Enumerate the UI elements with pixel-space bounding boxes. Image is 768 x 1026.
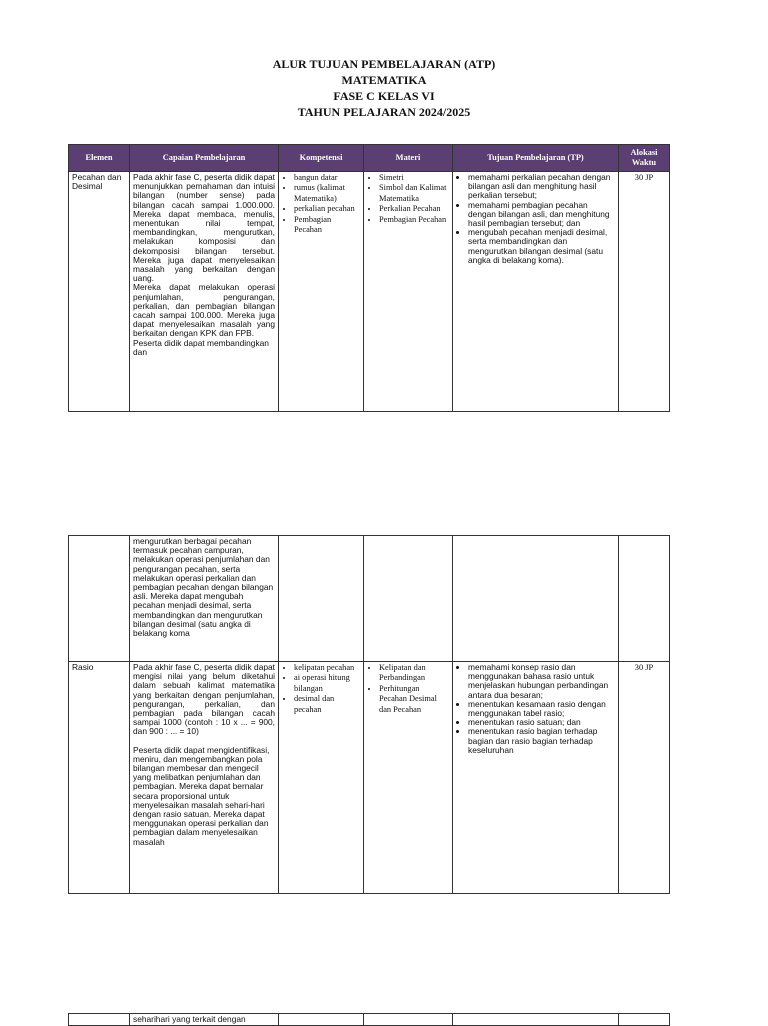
cell-tujuan-pembelajaran: [453, 536, 619, 662]
list-item: • Perhitungan Pecahan Desimal dan Pecahan: [379, 684, 449, 715]
header-alokasi-waktu: Alokasi Waktu: [619, 145, 670, 172]
list-item: • kelipatan pecahan: [294, 663, 360, 673]
list-item: • menentukan rasio bagian terhadap bagian dan rasio bagian terhadap keseluruhan: [468, 727, 615, 755]
cell-elemen: Pecahan dan Desimal: [69, 172, 130, 412]
list-item: • memahami konsep rasio dan menggunakan bahasa rasio untuk menjelaskan hubungan perbandingan antara dua besaran;: [468, 663, 615, 700]
list-item: • rumus (kalimat Matematika): [294, 183, 360, 204]
list-item: • Kelipatan dan Perbandingan: [379, 663, 449, 684]
cell-kompetensi: [279, 536, 364, 662]
list-item: • Perkalian Pecahan: [379, 204, 449, 214]
list-item: • bangun datar: [294, 173, 360, 183]
title-line-1: ALUR TUJUAN PEMBELAJARAN (ATP): [272, 57, 496, 71]
cell-materi: [364, 536, 453, 662]
document-title: [0, 56, 768, 120]
cell-kompetensi: [279, 662, 364, 894]
cell-alokasi-waktu: 30 JP: [619, 662, 670, 894]
title-line-4: TAHUN PELAJARAN 2024/2025: [297, 105, 471, 119]
cp-paragraph: Peserta didik dapat mengidentifikasi, meniru, dan mengembangkan pola bilangan membesar dan mengecil yang melibatkan penjumlahan dan pembagian. Mereka dapat bernalar secara proporsional untuk menyelesaikan masalah sehari-hari dengan rasio satuan. Mereka dapat menggunakan operasi perkalian dan pembagian dalam menyelesaikan masalah: [133, 744, 270, 847]
list-item: • mengubah pecahan menjadi desimal, serta membandingkan dan mengurutkan bilangan desimal (satu angka di belakang koma).: [468, 228, 615, 265]
cell-capaian-pembelajaran: seharihari yang terkait dengan: [130, 1014, 279, 1026]
title-line-3: FASE C KELAS VI: [333, 89, 435, 103]
cell-kompetensi: [279, 172, 364, 412]
cell-materi: [364, 662, 453, 894]
header-kompetensi: Kompetensi: [279, 145, 364, 172]
cell-elemen: Rasio: [69, 662, 130, 894]
header-elemen: Elemen: [69, 145, 130, 172]
cell-elemen: [69, 536, 130, 662]
cell-capaian-pembelajaran: [130, 662, 279, 894]
cp-paragraph: Pada akhir fase C, peserta didik dapat mengisi nilai yang belum diketahui dalam sebuah kalimat matematika yang berkaitan dengan penjumlahan, pengurangan, perkalian, dan pembagian pada bilangan cacah sampai 1000 (contoh : 10 x ... = 900, dan 900 : ... = 10): [133, 662, 275, 737]
list-item: • ai operasi hitung bilangan: [294, 673, 360, 694]
atp-table-page-2: [68, 535, 670, 894]
list-item: • Pembagian Pecahan: [379, 215, 449, 225]
list-item: • Simetri: [379, 173, 449, 183]
cell-alokasi-waktu: [619, 536, 670, 662]
list-item: • memahami perkalian pecahan dengan bilangan asli dan menghitung hasil perkalian tersebut;: [468, 173, 615, 201]
list-item: • Simbol dan Kalimat Matematika: [379, 183, 449, 204]
cell-alokasi-waktu: 30 JP: [619, 172, 670, 412]
list-item: • memahami pembagian pecahan dengan bilangan asli, dan menghitung hasil pembagian tersebut; dan: [468, 201, 615, 229]
list-item: • perkalian pecahan: [294, 204, 360, 214]
header-capaian-pembelajaran: Capaian Pembelajaran: [130, 145, 279, 172]
table-row: [69, 536, 670, 662]
header-materi: Materi: [364, 145, 453, 172]
cell-tujuan-pembelajaran: [453, 662, 619, 894]
atp-table-page-3: [68, 1013, 670, 1026]
list-item: • Pembagian Pecahan: [294, 215, 360, 236]
table-row: [69, 172, 670, 412]
title-line-2: MATEMATIKA: [341, 73, 427, 87]
cell-capaian-pembelajaran: [130, 172, 279, 412]
cell-capaian-pembelajaran: mengurutkan berbagai pecahan termasuk pecahan campuran, melakukan operasi penjumlahan dan pengurangan pecahan, serta melakukan operasi perkalian dan pembagian pecahan dengan bilangan asli. Mereka dapat mengubah pecahan menjadi desimal, serta membandingkan dan mengurutkan bilangan desimal (satu angka di belakang koma: [130, 536, 279, 662]
atp-table-page-1: [68, 144, 670, 412]
cp-paragraph: Pada akhir fase C, peserta didik dapat menunjukkan pemahaman dan intuisi bilangan (number sense) pada bilangan cacah sampai 1.000.000. Mereka dapat membaca, menulis, menentukan nilai tempat, membandingkan, mengurutkan, melakukan komposisi dan dekomposisi bilangan tersebut. Mereka juga dapat menyelesaikan masalah yang berkaitan dengan uang.: [133, 172, 275, 284]
list-item: • desimal dan pecahan: [294, 694, 360, 715]
cell-materi: [364, 172, 453, 412]
header-tujuan-pembelajaran: Tujuan Pembelajaran (TP): [453, 145, 619, 172]
list-item: • menentukan rasio satuan; dan: [468, 718, 615, 727]
table-row: [69, 662, 670, 894]
table-header-row: [69, 145, 670, 172]
list-item: • menentukan kesamaan rasio dengan menggunakan tabel rasio;: [468, 700, 615, 718]
cp-paragraph: Mereka dapat melakukan operasi penjumlahan, pengurangan, perkalian, dan pembagian bilangan cacah sampai 100.000. Mereka juga dapat menyelesaikan masalah yang berkaitan dengan KPK dan FPB.: [133, 282, 275, 339]
cp-paragraph: Peserta didik dapat membandingkan dan: [133, 337, 269, 357]
cell-tujuan-pembelajaran: [453, 172, 619, 412]
